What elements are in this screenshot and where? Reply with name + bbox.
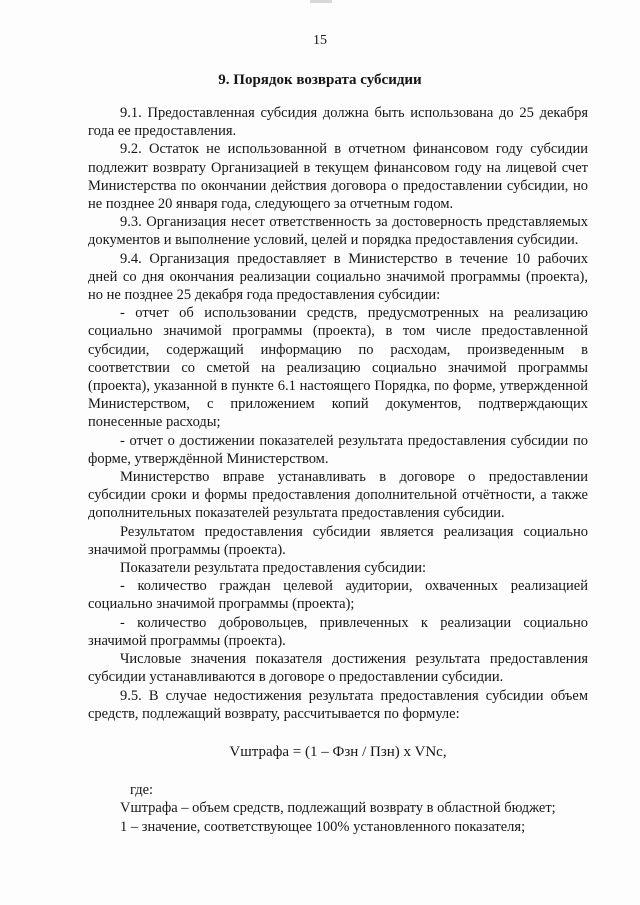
where-label: где: (130, 782, 154, 799)
paragraph-9-1: 9.1. Предоставленная субсидия должна быть использована до 25 декабря года ее предоставления. (88, 105, 588, 140)
definition-one: 1 – значение, соответствующее 100% установленного показателя; (120, 818, 526, 835)
list-item-volunteers: - количество добровольцев, привлеченных к реализации социально значимой программы (проекта). (88, 614, 588, 649)
formula: Vштрафа = (1 – Фзн / Пзн) x VNс, (229, 743, 447, 760)
paragraph-9-5: 9.5. В случае недостижения результата предоставления субсидии объем средств, подлежащий возврату, рассчитывается по формуле: (88, 687, 588, 722)
paragraph-9-4: 9.4. Организация предоставляет в Министерство в течение 10 рабочих дней со дня окончания реализации социально значимой программы (проекта), но не позднее 25 декабря года предоставления субсидии: (88, 250, 588, 304)
paragraph-9-2: 9.2. Остаток не использованной в отчетном финансовом году субсидии подлежит возврату Организацией в текущем финансовом году на лицевой счет Министерства по окончании действия договора о предоставлении субсидии, но не позднее 20 января года, следующего за отчетным годом. (88, 141, 588, 213)
page-number: 15 (313, 33, 327, 48)
section-heading: 9. Порядок возврата субсидии (218, 72, 422, 88)
paragraph-9-3: 9.3. Организация несет ответственность за достоверность представляемых документов и выполнение условий, целей и порядка предоставления субсидии. (88, 214, 588, 249)
paragraph-result: Результатом предоставления субсидии является реализация социально значимой программы (проекта). (88, 523, 588, 558)
scan-artifact (310, 0, 332, 3)
list-item-results-report: - отчет о достижении показателей результата предоставления субсидии по форме, утверждённой Министерством. (88, 432, 588, 467)
list-item-citizens: - количество граждан целевой аудитории, охваченных реализацией социально значимой программы (проекта); (88, 578, 588, 613)
document-body (88, 104, 588, 836)
paragraph-ministry-rights: Министерство вправе устанавливать в договоре о предоставлении субсидии сроки и формы предоставления дополнительной отчётности, а также дополнительных показателей результата предоставления субсидии. (88, 469, 588, 522)
definition-v-penalty: Vштрафа – объем средств, подлежащий возврату в областной бюджет; (120, 800, 556, 817)
list-item-expense-report: - отчет об использовании средств, предусмотренных на реализацию социально значимой программы (проекта), в том числе предоставленной субсидии, содержащий информацию по расходам, произведенным в соответствии со сметой на реализацию социально значимой программы (проекта), указанной в пункте 6.1 настоящего Порядка, по форме, утвержденной Министерством, с приложением копий документов, подтверждающих понесенные расходы; (88, 305, 588, 431)
paragraph-values: Числовые значения показателя достижения результата предоставления субсидии устанавливаются в договоре о предоставлении субсидии. (88, 651, 588, 686)
paragraph-indicators: Показатели результата предоставления субсидии: (120, 560, 427, 577)
